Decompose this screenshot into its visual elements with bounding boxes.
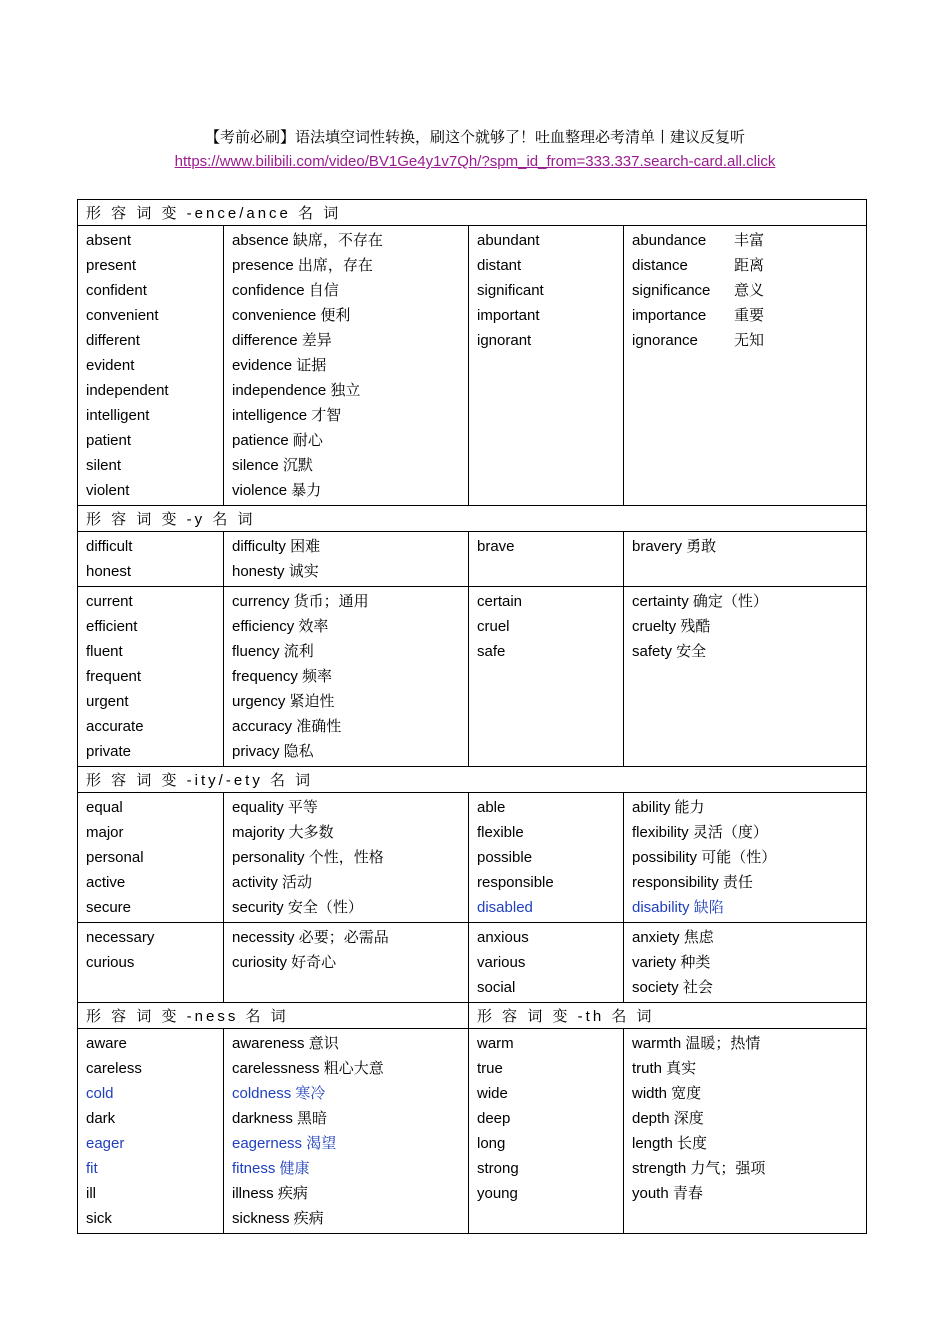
list-item <box>632 303 858 328</box>
list-item: accurate <box>86 718 144 735</box>
list-item: frequency 频率 <box>232 668 333 685</box>
list-item: strength 力气；强项 <box>632 1160 766 1177</box>
noun-cell <box>224 793 469 923</box>
list-item: confident <box>86 282 147 299</box>
list-item: necessity 必要；必需品 <box>232 929 389 946</box>
noun-meaning: 丰富 <box>734 232 765 249</box>
table-row <box>78 923 867 1003</box>
noun-cell <box>224 1029 469 1234</box>
list-item: independent <box>86 382 169 399</box>
list-item: ill <box>86 1185 96 1202</box>
list-item: fluent <box>86 643 123 660</box>
list-item: important <box>477 307 540 324</box>
list-item: carelessness 粗心大意 <box>232 1060 384 1077</box>
list-item: warm <box>477 1035 514 1052</box>
list-item: young <box>477 1185 518 1202</box>
noun-meaning: 意义 <box>734 282 765 299</box>
list-item: youth 青春 <box>632 1185 703 1202</box>
list-item: curious <box>86 954 135 971</box>
noun-cell <box>624 793 867 923</box>
section-header-ness: 形 容 词 变 -ness 名 词 <box>78 1003 469 1029</box>
list-item <box>632 278 858 303</box>
list-item: wide <box>477 1085 508 1102</box>
list-item: curiosity 好奇心 <box>232 954 337 971</box>
list-item: dark <box>86 1110 116 1127</box>
list-item: urgent <box>86 693 129 710</box>
list-item: deep <box>477 1110 511 1127</box>
list-item: confidence 自信 <box>232 282 339 299</box>
table-row <box>78 1029 867 1234</box>
list-item: width 宽度 <box>632 1085 702 1102</box>
list-item: disability 缺陷 <box>632 899 724 916</box>
adjective-cell <box>78 1029 224 1234</box>
noun-meaning: 重要 <box>734 307 765 324</box>
list-item: various <box>477 954 526 971</box>
list-item: possible <box>477 849 533 866</box>
list-item: independence 独立 <box>232 382 361 399</box>
table-row <box>78 587 867 767</box>
list-item: private <box>86 743 132 760</box>
adjective-cell <box>469 1029 624 1234</box>
list-item: length 长度 <box>632 1135 708 1152</box>
table-row <box>78 793 867 923</box>
list-item: present <box>86 257 137 274</box>
list-item: eager <box>86 1135 125 1152</box>
noun-cell <box>224 587 469 767</box>
section-header-row <box>78 1003 867 1029</box>
list-item: currency 货币；通用 <box>232 593 369 610</box>
list-item: responsibility 责任 <box>632 874 753 891</box>
list-item: convenience 便利 <box>232 307 351 324</box>
list-item: personality 个性，性格 <box>232 849 384 866</box>
noun-word: ignorance <box>632 332 698 349</box>
list-item: accuracy 准确性 <box>232 718 342 735</box>
noun-cell <box>224 923 469 1003</box>
list-item: patience 耐心 <box>232 432 323 449</box>
list-item: illness 疾病 <box>232 1185 308 1202</box>
adjective-cell <box>469 226 624 506</box>
adjective-cell <box>78 793 224 923</box>
adjective-cell <box>78 226 224 506</box>
list-item: depth 深度 <box>632 1110 704 1127</box>
page-title: 【考前必刷】语法填空词性转换，刷这个就够了！吐血整理必考清单丨建议反复听 <box>204 129 745 146</box>
noun-word: abundance <box>632 232 707 249</box>
noun-word: importance <box>632 307 707 324</box>
list-item: equal <box>86 799 123 816</box>
noun-cell <box>624 923 867 1003</box>
list-item: efficiency 效率 <box>232 618 329 635</box>
adjective-cell <box>469 923 624 1003</box>
list-item: certainty 确定（性） <box>632 593 768 610</box>
section-header-th: 形 容 词 变 -th 名 词 <box>469 1003 867 1029</box>
section-header-row <box>78 767 867 793</box>
section-header-row <box>78 506 867 532</box>
list-item: society 社会 <box>632 979 713 996</box>
list-item: major <box>86 824 124 841</box>
list-item <box>632 328 858 353</box>
list-item <box>632 253 858 278</box>
list-item: anxiety 焦虑 <box>632 929 714 946</box>
list-item: silence 沉默 <box>232 457 313 474</box>
list-item: cruel <box>477 618 510 635</box>
list-item: equality 平等 <box>232 799 318 816</box>
list-item: abundant <box>477 232 540 249</box>
noun-cell <box>624 226 867 506</box>
list-item: safety 安全 <box>632 643 707 660</box>
list-item: flexible <box>477 824 524 841</box>
vocab-table <box>77 199 867 1234</box>
list-item: different <box>86 332 140 349</box>
list-item: patient <box>86 432 132 449</box>
noun-cell <box>224 226 469 506</box>
list-item: eagerness 渴望 <box>232 1135 337 1152</box>
list-item: fitness 健康 <box>232 1160 310 1177</box>
list-item: sick <box>86 1210 112 1227</box>
noun-word: distance <box>632 257 688 274</box>
table-row <box>78 226 867 506</box>
list-item: true <box>477 1060 503 1077</box>
table-row <box>78 532 867 587</box>
list-item: active <box>86 874 126 891</box>
adjective-cell <box>469 532 624 587</box>
list-item: significant <box>477 282 544 299</box>
list-item: brave <box>477 538 515 555</box>
adjective-cell <box>469 793 624 923</box>
section-header-y: 形 容 词 变 -y 名 词 <box>78 506 867 532</box>
section-header-ity: 形 容 词 变 -ity/-ety 名 词 <box>78 767 867 793</box>
list-item: evidence 证据 <box>232 357 327 374</box>
list-item: warmth 温暖；热情 <box>632 1035 761 1052</box>
list-item: possibility 可能（性） <box>632 849 777 866</box>
list-item: anxious <box>477 929 529 946</box>
list-item: efficient <box>86 618 138 635</box>
list-item: intelligence 才智 <box>232 407 342 424</box>
section-header-row <box>78 200 867 226</box>
list-item: necessary <box>86 929 155 946</box>
list-item: security 安全（性） <box>232 899 363 916</box>
list-item: presence 出席，存在 <box>232 257 373 274</box>
list-item: safe <box>477 643 506 660</box>
list-item: violent <box>86 482 130 499</box>
list-item <box>632 228 858 253</box>
list-item: long <box>477 1135 506 1152</box>
list-item: awareness 意识 <box>232 1035 339 1052</box>
list-item: convenient <box>86 307 159 324</box>
list-item: coldness 寒冷 <box>232 1085 326 1102</box>
list-item: flexibility 灵活（度） <box>632 824 768 841</box>
section-header-ence: 形 容 词 变 -ence/ance 名 词 <box>78 200 867 226</box>
list-item: able <box>477 799 506 816</box>
list-item: variety 种类 <box>632 954 711 971</box>
list-item: sickness 疾病 <box>232 1210 324 1227</box>
list-item: darkness 黑暗 <box>232 1110 328 1127</box>
list-item: activity 活动 <box>232 874 313 891</box>
noun-meaning: 距离 <box>734 257 765 274</box>
list-item: personal <box>86 849 144 866</box>
adjective-cell <box>469 587 624 767</box>
list-item: honest <box>86 563 132 580</box>
list-item: absence 缺席，不存在 <box>232 232 383 249</box>
list-item: silent <box>86 457 122 474</box>
list-item: certain <box>477 593 523 610</box>
list-item: social <box>477 979 516 996</box>
source-link-wrap <box>0 152 950 172</box>
list-item: evident <box>86 357 135 374</box>
list-item: urgency 紧迫性 <box>232 693 335 710</box>
noun-cell <box>224 532 469 587</box>
adjective-cell <box>78 587 224 767</box>
adjective-cell <box>78 923 224 1003</box>
list-item: strong <box>477 1160 519 1177</box>
list-item: secure <box>86 899 132 916</box>
list-item: aware <box>86 1035 127 1052</box>
list-item: privacy 隐私 <box>232 743 314 760</box>
list-item: ignorant <box>477 332 532 349</box>
list-item: violence 暴力 <box>232 482 322 499</box>
noun-cell <box>624 532 867 587</box>
list-item: intelligent <box>86 407 150 424</box>
list-item: fluency 流利 <box>232 643 314 660</box>
list-item: difficulty 困难 <box>232 538 321 555</box>
list-item: careless <box>86 1060 142 1077</box>
list-item: honesty 诚实 <box>232 563 319 580</box>
noun-cell <box>624 587 867 767</box>
noun-word: significance <box>632 282 711 299</box>
list-item: cold <box>86 1085 114 1102</box>
noun-cell <box>624 1029 867 1234</box>
list-item: difficult <box>86 538 133 555</box>
list-item: disabled <box>477 899 533 916</box>
list-item: difference 差异 <box>232 332 332 349</box>
list-item: frequent <box>86 668 142 685</box>
list-item: absent <box>86 232 132 249</box>
list-item: current <box>86 593 133 610</box>
list-item: bravery 勇敢 <box>632 538 717 555</box>
list-item: responsible <box>477 874 554 891</box>
adjective-cell <box>78 532 224 587</box>
list-item: fit <box>86 1160 98 1177</box>
list-item: cruelty 残酷 <box>632 618 711 635</box>
list-item: majority 大多数 <box>232 824 334 841</box>
list-item: truth 真实 <box>632 1060 697 1077</box>
noun-meaning: 无知 <box>734 332 765 349</box>
source-link[interactable]: https://www.bilibili.com/video/BV1Ge4y1v7Qh/?spm_id_from=333.337.search-card.all.click <box>174 153 776 170</box>
list-item: ability 能力 <box>632 799 705 816</box>
list-item: distant <box>477 257 522 274</box>
